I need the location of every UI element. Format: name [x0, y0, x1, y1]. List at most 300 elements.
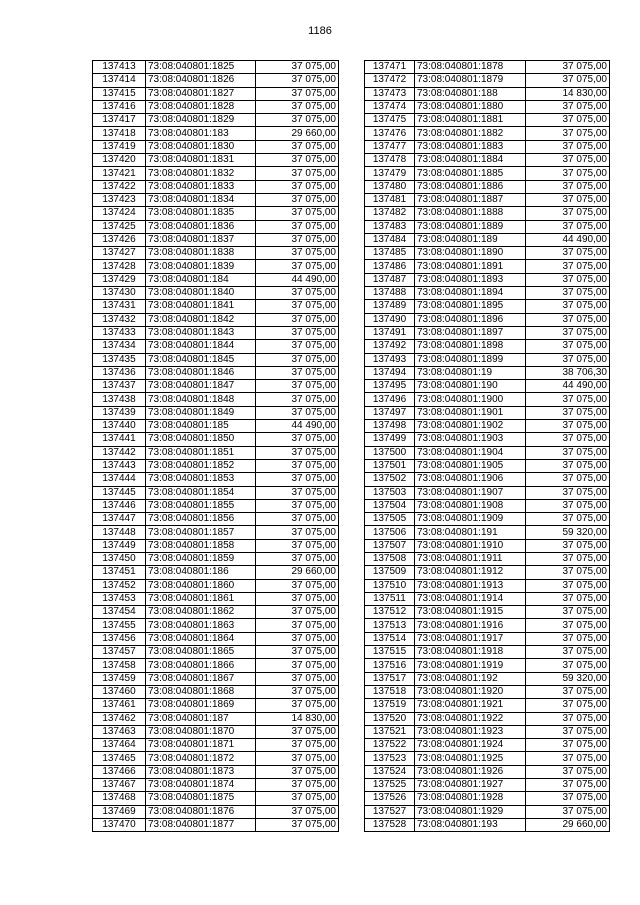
amount-cell: 37 075,00	[526, 180, 610, 193]
table-row	[93, 712, 339, 725]
table-row	[93, 87, 339, 100]
cadastral-number-cell: 73:08:040801:1859	[146, 552, 256, 565]
row-number-cell: 137506	[365, 526, 415, 539]
cadastral-number-cell: 73:08:040801:1834	[146, 193, 256, 206]
amount-cell: 37 075,00	[526, 513, 610, 526]
table-row	[93, 765, 339, 778]
cadastral-number-cell: 73:08:040801:191	[415, 526, 526, 539]
table-row	[93, 513, 339, 526]
row-number-cell: 137493	[365, 353, 415, 366]
row-number-cell: 137518	[365, 685, 415, 698]
table-row	[365, 273, 610, 286]
cadastral-number-cell: 73:08:040801:1831	[146, 154, 256, 167]
table-row	[365, 100, 610, 113]
amount-cell: 37 075,00	[526, 406, 610, 419]
cadastral-number-cell: 73:08:040801:1914	[415, 592, 526, 605]
table-row	[93, 406, 339, 419]
amount-cell: 59 320,00	[526, 672, 610, 685]
amount-cell: 37 075,00	[256, 685, 339, 698]
table-row	[365, 779, 610, 792]
table-row	[365, 326, 610, 339]
amount-cell: 37 075,00	[526, 765, 610, 778]
cadastral-number-cell: 73:08:040801:1916	[415, 619, 526, 632]
table-row	[365, 207, 610, 220]
table-row	[365, 739, 610, 752]
cadastral-number-cell: 73:08:040801:1861	[146, 592, 256, 605]
table-row	[365, 592, 610, 605]
cadastral-number-cell: 73:08:040801:1873	[146, 765, 256, 778]
row-number-cell: 137527	[365, 805, 415, 818]
cadastral-number-cell: 73:08:040801:1922	[415, 712, 526, 725]
amount-cell: 37 075,00	[526, 393, 610, 406]
row-number-cell: 137507	[365, 539, 415, 552]
cadastral-number-cell: 73:08:040801:183	[146, 127, 256, 140]
table-row	[365, 513, 610, 526]
cadastral-number-cell: 73:08:040801:1921	[415, 699, 526, 712]
row-number-cell: 137492	[365, 340, 415, 353]
table-row	[93, 592, 339, 605]
cadastral-number-cell: 73:08:040801:1838	[146, 247, 256, 260]
table-row	[365, 672, 610, 685]
row-number-cell: 137503	[365, 486, 415, 499]
amount-cell: 37 075,00	[256, 619, 339, 632]
cadastral-number-cell: 73:08:040801:189	[415, 233, 526, 246]
row-number-cell: 137496	[365, 393, 415, 406]
amount-cell: 37 075,00	[256, 818, 339, 831]
row-number-cell: 137420	[93, 154, 146, 167]
cadastral-number-cell: 73:08:040801:1903	[415, 433, 526, 446]
row-number-cell: 137505	[365, 513, 415, 526]
row-number-cell: 137515	[365, 646, 415, 659]
cadastral-number-cell: 73:08:040801:1830	[146, 140, 256, 153]
row-number-cell: 137495	[365, 380, 415, 393]
amount-cell: 37 075,00	[256, 247, 339, 260]
cadastral-number-cell: 73:08:040801:1826	[146, 74, 256, 87]
cadastral-number-cell: 73:08:040801:1880	[415, 100, 526, 113]
row-number-cell: 137502	[365, 473, 415, 486]
row-number-cell: 137511	[365, 592, 415, 605]
table-row	[93, 685, 339, 698]
cadastral-number-cell: 73:08:040801:1898	[415, 340, 526, 353]
row-number-cell: 137428	[93, 260, 146, 273]
table-row	[93, 486, 339, 499]
table-row	[93, 233, 339, 246]
cadastral-number-cell: 73:08:040801:19	[415, 366, 526, 379]
row-number-cell: 137490	[365, 313, 415, 326]
row-number-cell: 137481	[365, 193, 415, 206]
amount-cell: 37 075,00	[526, 632, 610, 645]
table-row	[93, 114, 339, 127]
table-row	[365, 193, 610, 206]
cadastral-number-cell: 73:08:040801:1895	[415, 300, 526, 313]
row-number-cell: 137423	[93, 193, 146, 206]
row-number-cell: 137446	[93, 499, 146, 512]
table-row	[365, 154, 610, 167]
table-row	[365, 180, 610, 193]
amount-cell: 37 075,00	[256, 353, 339, 366]
amount-cell: 37 075,00	[256, 779, 339, 792]
amount-cell: 37 075,00	[526, 340, 610, 353]
cadastral-number-cell: 73:08:040801:1840	[146, 287, 256, 300]
amount-cell: 37 075,00	[256, 406, 339, 419]
table-row	[365, 659, 610, 672]
cadastral-number-cell: 73:08:040801:1836	[146, 220, 256, 233]
page-number: 1186	[308, 25, 332, 37]
amount-cell: 37 075,00	[526, 220, 610, 233]
table-row	[365, 606, 610, 619]
row-number-cell: 137520	[365, 712, 415, 725]
row-number-cell: 137472	[365, 74, 415, 87]
cadastral-number-cell: 73:08:040801:1837	[146, 233, 256, 246]
amount-cell: 44 490,00	[256, 273, 339, 286]
cadastral-number-cell: 73:08:040801:1867	[146, 672, 256, 685]
cadastral-number-cell: 73:08:040801:1870	[146, 725, 256, 738]
row-number-cell: 137440	[93, 420, 146, 433]
table-row	[365, 420, 610, 433]
register-table-left	[92, 60, 339, 832]
row-number-cell: 137425	[93, 220, 146, 233]
row-number-cell: 137447	[93, 513, 146, 526]
cadastral-number-cell: 73:08:040801:1879	[415, 74, 526, 87]
register-table-right	[364, 60, 610, 832]
cadastral-number-cell: 73:08:040801:1911	[415, 552, 526, 565]
row-number-cell: 137510	[365, 579, 415, 592]
cadastral-number-cell: 73:08:040801:1923	[415, 725, 526, 738]
cadastral-number-cell: 73:08:040801:1860	[146, 579, 256, 592]
amount-cell: 37 075,00	[256, 233, 339, 246]
row-number-cell: 137488	[365, 287, 415, 300]
cadastral-number-cell: 73:08:040801:188	[415, 87, 526, 100]
amount-cell: 37 075,00	[526, 739, 610, 752]
row-number-cell: 137516	[365, 659, 415, 672]
cadastral-number-cell: 73:08:040801:1841	[146, 300, 256, 313]
cadastral-number-cell: 73:08:040801:1909	[415, 513, 526, 526]
row-number-cell: 137462	[93, 712, 146, 725]
amount-cell: 37 075,00	[256, 632, 339, 645]
row-number-cell: 137498	[365, 420, 415, 433]
row-number-cell: 137512	[365, 606, 415, 619]
cadastral-number-cell: 73:08:040801:193	[415, 818, 526, 831]
amount-cell: 44 490,00	[526, 380, 610, 393]
row-number-cell: 137480	[365, 180, 415, 193]
cadastral-number-cell: 73:08:040801:1902	[415, 420, 526, 433]
table-row	[93, 459, 339, 472]
table-row	[365, 566, 610, 579]
table-row	[93, 247, 339, 260]
row-number-cell: 137432	[93, 313, 146, 326]
table-row	[93, 273, 339, 286]
amount-cell: 37 075,00	[256, 552, 339, 565]
table-row	[365, 459, 610, 472]
cadastral-number-cell: 73:08:040801:1843	[146, 326, 256, 339]
table-row	[365, 725, 610, 738]
cadastral-number-cell: 73:08:040801:1825	[146, 61, 256, 74]
table-row	[365, 632, 610, 645]
amount-cell: 37 075,00	[256, 74, 339, 87]
row-number-cell: 137415	[93, 87, 146, 100]
amount-cell: 44 490,00	[256, 420, 339, 433]
row-number-cell: 137444	[93, 473, 146, 486]
row-number-cell: 137438	[93, 393, 146, 406]
cadastral-number-cell: 73:08:040801:1858	[146, 539, 256, 552]
table-row	[365, 353, 610, 366]
amount-cell: 37 075,00	[256, 579, 339, 592]
row-number-cell: 137431	[93, 300, 146, 313]
amount-cell: 37 075,00	[256, 473, 339, 486]
cadastral-number-cell: 73:08:040801:1855	[146, 499, 256, 512]
row-number-cell: 137457	[93, 646, 146, 659]
table-row	[93, 420, 339, 433]
table-row	[365, 792, 610, 805]
cadastral-number-cell: 73:08:040801:1926	[415, 765, 526, 778]
row-number-cell: 137500	[365, 446, 415, 459]
table-row	[365, 526, 610, 539]
amount-cell: 37 075,00	[526, 606, 610, 619]
amount-cell: 37 075,00	[256, 380, 339, 393]
row-number-cell: 137418	[93, 127, 146, 140]
table-row	[365, 646, 610, 659]
row-number-cell: 137479	[365, 167, 415, 180]
cadastral-number-cell: 73:08:040801:1857	[146, 526, 256, 539]
cadastral-number-cell: 73:08:040801:1877	[146, 818, 256, 831]
table-row	[93, 353, 339, 366]
table-row	[93, 646, 339, 659]
amount-cell: 29 660,00	[526, 818, 610, 831]
table-row	[93, 446, 339, 459]
row-number-cell: 137483	[365, 220, 415, 233]
cadastral-number-cell: 73:08:040801:1852	[146, 459, 256, 472]
amount-cell: 37 075,00	[526, 114, 610, 127]
row-number-cell: 137451	[93, 566, 146, 579]
table-row	[365, 127, 610, 140]
cadastral-number-cell: 73:08:040801:1920	[415, 685, 526, 698]
amount-cell: 37 075,00	[526, 699, 610, 712]
table-row	[93, 566, 339, 579]
table-row	[93, 287, 339, 300]
amount-cell: 37 075,00	[526, 566, 610, 579]
table-row	[365, 579, 610, 592]
row-number-cell: 137468	[93, 792, 146, 805]
amount-cell: 37 075,00	[256, 725, 339, 738]
amount-cell: 37 075,00	[526, 74, 610, 87]
amount-cell: 37 075,00	[256, 446, 339, 459]
amount-cell: 37 075,00	[256, 100, 339, 113]
row-number-cell: 137526	[365, 792, 415, 805]
table-row	[365, 287, 610, 300]
cadastral-number-cell: 73:08:040801:1869	[146, 699, 256, 712]
table-row	[93, 100, 339, 113]
amount-cell: 37 075,00	[526, 619, 610, 632]
table-row	[93, 619, 339, 632]
amount-cell: 37 075,00	[256, 739, 339, 752]
row-number-cell: 137477	[365, 140, 415, 153]
row-number-cell: 137486	[365, 260, 415, 273]
row-number-cell: 137436	[93, 366, 146, 379]
amount-cell: 37 075,00	[256, 526, 339, 539]
amount-cell: 29 660,00	[256, 127, 339, 140]
row-number-cell: 137427	[93, 247, 146, 260]
table-row	[93, 207, 339, 220]
row-number-cell: 137461	[93, 699, 146, 712]
table-row	[365, 61, 610, 74]
row-number-cell: 137435	[93, 353, 146, 366]
row-number-cell: 137485	[365, 247, 415, 260]
cadastral-number-cell: 73:08:040801:1901	[415, 406, 526, 419]
table-row	[93, 180, 339, 193]
table-row	[365, 805, 610, 818]
table-row	[93, 792, 339, 805]
cadastral-number-cell: 73:08:040801:192	[415, 672, 526, 685]
cadastral-number-cell: 73:08:040801:1886	[415, 180, 526, 193]
table-row	[93, 818, 339, 831]
row-number-cell: 137473	[365, 87, 415, 100]
table-row	[93, 193, 339, 206]
row-number-cell: 137487	[365, 273, 415, 286]
cadastral-number-cell: 73:08:040801:1854	[146, 486, 256, 499]
row-number-cell: 137430	[93, 287, 146, 300]
table-row	[365, 473, 610, 486]
cadastral-number-cell: 73:08:040801:186	[146, 566, 256, 579]
cadastral-number-cell: 73:08:040801:1891	[415, 260, 526, 273]
row-number-cell: 137476	[365, 127, 415, 140]
amount-cell: 29 660,00	[256, 566, 339, 579]
table-row	[365, 233, 610, 246]
amount-cell: 37 075,00	[526, 446, 610, 459]
amount-cell: 37 075,00	[256, 140, 339, 153]
amount-cell: 37 075,00	[526, 326, 610, 339]
amount-cell: 37 075,00	[526, 287, 610, 300]
amount-cell: 37 075,00	[526, 140, 610, 153]
row-number-cell: 137463	[93, 725, 146, 738]
table-row	[365, 366, 610, 379]
row-number-cell: 137441	[93, 433, 146, 446]
cadastral-number-cell: 73:08:040801:1919	[415, 659, 526, 672]
cadastral-number-cell: 73:08:040801:1846	[146, 366, 256, 379]
row-number-cell: 137478	[365, 154, 415, 167]
row-number-cell: 137517	[365, 672, 415, 685]
table-row	[365, 685, 610, 698]
table-row	[93, 739, 339, 752]
row-number-cell: 137443	[93, 459, 146, 472]
row-number-cell: 137459	[93, 672, 146, 685]
table-row	[93, 260, 339, 273]
table-row	[365, 499, 610, 512]
amount-cell: 37 075,00	[526, 420, 610, 433]
table-row	[93, 140, 339, 153]
amount-cell: 37 075,00	[256, 459, 339, 472]
cadastral-number-cell: 73:08:040801:1889	[415, 220, 526, 233]
cadastral-number-cell: 73:08:040801:1890	[415, 247, 526, 260]
amount-cell: 37 075,00	[256, 193, 339, 206]
cadastral-number-cell: 73:08:040801:1913	[415, 579, 526, 592]
table-row	[365, 619, 610, 632]
amount-cell: 37 075,00	[256, 699, 339, 712]
amount-cell: 37 075,00	[526, 154, 610, 167]
row-number-cell: 137458	[93, 659, 146, 672]
amount-cell: 37 075,00	[256, 393, 339, 406]
cadastral-number-cell: 73:08:040801:1899	[415, 353, 526, 366]
amount-cell: 37 075,00	[526, 247, 610, 260]
row-number-cell: 137434	[93, 340, 146, 353]
cadastral-number-cell: 73:08:040801:1885	[415, 167, 526, 180]
amount-cell: 37 075,00	[256, 220, 339, 233]
row-number-cell: 137449	[93, 539, 146, 552]
cadastral-number-cell: 73:08:040801:1847	[146, 380, 256, 393]
cadastral-number-cell: 73:08:040801:1929	[415, 805, 526, 818]
amount-cell: 37 075,00	[526, 805, 610, 818]
cadastral-number-cell: 73:08:040801:1887	[415, 193, 526, 206]
cadastral-number-cell: 73:08:040801:190	[415, 380, 526, 393]
amount-cell: 37 075,00	[256, 646, 339, 659]
row-number-cell: 137442	[93, 446, 146, 459]
amount-cell: 37 075,00	[526, 313, 610, 326]
table-row	[93, 805, 339, 818]
cadastral-number-cell: 73:08:040801:1863	[146, 619, 256, 632]
cadastral-number-cell: 73:08:040801:1918	[415, 646, 526, 659]
table-row	[93, 127, 339, 140]
cadastral-number-cell: 73:08:040801:1910	[415, 539, 526, 552]
amount-cell: 37 075,00	[256, 499, 339, 512]
table-row	[93, 579, 339, 592]
cadastral-number-cell: 73:08:040801:1872	[146, 752, 256, 765]
cadastral-number-cell: 73:08:040801:1848	[146, 393, 256, 406]
row-number-cell: 137519	[365, 699, 415, 712]
cadastral-number-cell: 73:08:040801:1905	[415, 459, 526, 472]
cadastral-number-cell: 73:08:040801:1881	[415, 114, 526, 127]
row-number-cell: 137484	[365, 233, 415, 246]
table-row	[365, 552, 610, 565]
amount-cell: 37 075,00	[526, 100, 610, 113]
row-number-cell: 137494	[365, 366, 415, 379]
table-row	[365, 712, 610, 725]
amount-cell: 37 075,00	[256, 805, 339, 818]
amount-cell: 37 075,00	[256, 207, 339, 220]
cadastral-number-cell: 73:08:040801:1925	[415, 752, 526, 765]
amount-cell: 37 075,00	[526, 459, 610, 472]
row-number-cell: 137437	[93, 380, 146, 393]
amount-cell: 37 075,00	[256, 287, 339, 300]
table-row	[365, 313, 610, 326]
cadastral-number-cell: 73:08:040801:1862	[146, 606, 256, 619]
cadastral-number-cell: 73:08:040801:1875	[146, 792, 256, 805]
amount-cell: 37 075,00	[526, 473, 610, 486]
amount-cell: 37 075,00	[526, 779, 610, 792]
row-number-cell: 137471	[365, 61, 415, 74]
table-row	[365, 818, 610, 831]
row-number-cell: 137482	[365, 207, 415, 220]
amount-cell: 14 830,00	[526, 87, 610, 100]
cadastral-number-cell: 73:08:040801:1835	[146, 207, 256, 220]
table-row	[93, 552, 339, 565]
table-row	[93, 300, 339, 313]
table-row	[365, 393, 610, 406]
table-row	[365, 406, 610, 419]
cadastral-number-cell: 73:08:040801:1871	[146, 739, 256, 752]
amount-cell: 37 075,00	[256, 539, 339, 552]
amount-cell: 37 075,00	[526, 61, 610, 74]
table-row	[93, 340, 339, 353]
cadastral-number-cell: 73:08:040801:1904	[415, 446, 526, 459]
table-row	[365, 87, 610, 100]
cadastral-number-cell: 73:08:040801:185	[146, 420, 256, 433]
cadastral-number-cell: 73:08:040801:1844	[146, 340, 256, 353]
amount-cell: 37 075,00	[256, 513, 339, 526]
table-row	[365, 167, 610, 180]
row-number-cell: 137467	[93, 779, 146, 792]
cadastral-number-cell: 73:08:040801:1883	[415, 140, 526, 153]
amount-cell: 37 075,00	[526, 752, 610, 765]
amount-cell: 37 075,00	[256, 61, 339, 74]
